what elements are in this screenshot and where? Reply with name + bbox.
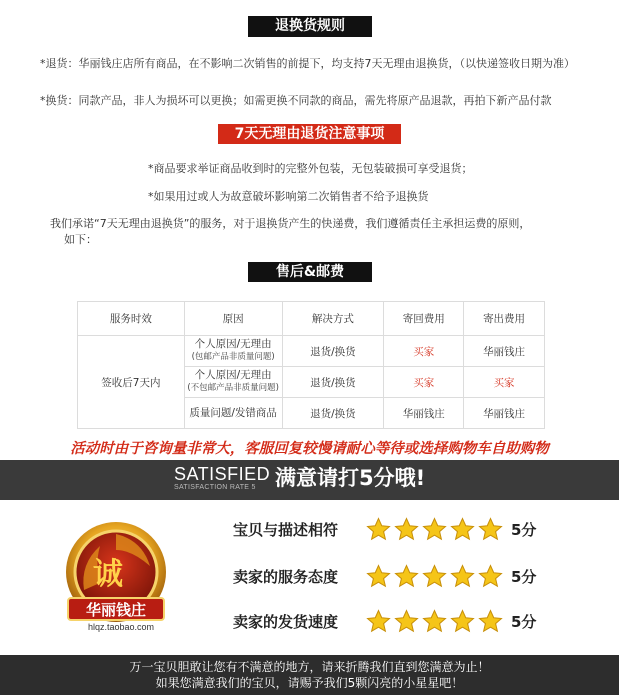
star-rating[interactable]: [366, 517, 511, 542]
ship-fee-cell: 华丽钱庄: [464, 398, 545, 429]
reason-text: 个人原因/无理由: [194, 338, 272, 350]
rating-label: 卖家的发货速度: [233, 612, 339, 631]
footer-line-1: 万一宝贝胆敢让您有不满意的地方，请来折腾我们直到您满意为止！: [129, 660, 490, 674]
return-policy-title: 退换货规则: [248, 16, 372, 37]
promise-line-1: 我们承诺“7天无理由退换货”的服务，对于退换货产生的快递费，我们遵循责任主承担运费的原则，: [50, 217, 531, 230]
star-icon[interactable]: [366, 517, 391, 542]
table-header-row: [78, 302, 545, 336]
star-icon[interactable]: [366, 609, 391, 634]
solution-cell: 退货/换货: [282, 398, 384, 429]
exchange-policy-line: *换货：同款产品，非人为损坏可以更换；如需更换不同款的商品，需先将原产品退款，再拍下新产品付款: [40, 94, 552, 107]
return-fee-cell: 买家: [384, 367, 464, 398]
star-icon[interactable]: [478, 609, 503, 634]
star-icon[interactable]: [422, 609, 447, 634]
after-sales-table: [77, 301, 545, 429]
satisfied-title: SATISFIED: [174, 464, 271, 484]
reason-cell: [184, 367, 282, 398]
return-policy-line: *退货：华丽钱庄店所有商品，在不影响二次销售的前提下，均支持7天无理由退换货，（以快递签收日期为准）: [40, 57, 575, 70]
busy-warning: 活动时由于咨询量非常大，客服回复较慢请耐心等待或选择购物车自助购物: [70, 441, 549, 457]
star-rating[interactable]: [366, 609, 511, 634]
rating-score: 5分: [511, 612, 537, 631]
table-header: 服务时效: [78, 302, 185, 336]
star-icon[interactable]: [366, 564, 391, 589]
shop-url[interactable]: hlqz.taobao.com: [88, 622, 155, 632]
return-fee-cell: 买家: [384, 336, 464, 367]
reason-text: 个人原因/无理由: [194, 369, 272, 381]
table-header: 寄出费用: [464, 302, 545, 336]
seal-char: 诚: [93, 557, 123, 592]
after-sales-title: 售后&邮费: [248, 262, 372, 282]
star-icon[interactable]: [394, 609, 419, 634]
period-cell: 签收后7天内: [78, 336, 185, 429]
reason-cell: [184, 398, 282, 429]
rating-label: 宝贝与描述相符: [233, 520, 339, 539]
table-header: 解决方式: [282, 302, 384, 336]
star-icon[interactable]: [450, 517, 475, 542]
seal-shop-name: 华丽钱庄: [85, 601, 147, 619]
star-icon[interactable]: [394, 564, 419, 589]
star-icon[interactable]: [422, 564, 447, 589]
star-rating[interactable]: [366, 564, 511, 589]
reason-note: (包邮产品非质量问题): [191, 352, 275, 362]
shop-seal-badge: [60, 520, 172, 638]
reason-text: 质量问题/发错商品: [189, 406, 277, 419]
rating-row-description: [233, 515, 536, 543]
ship-fee-cell: 买家: [464, 367, 545, 398]
reason-cell: [184, 336, 282, 367]
notice-line-2: *如果用过或人为故意破坏影响第二次销售者不给予退换货: [148, 190, 429, 203]
notice-title: 7天无理由退货注意事项: [218, 124, 401, 144]
promise-line-2: 如下：: [64, 233, 97, 246]
table-header: 原因: [184, 302, 282, 336]
footer-message: [0, 655, 619, 695]
rating-score: 5分: [511, 520, 537, 539]
star-icon[interactable]: [478, 517, 503, 542]
return-fee-cell: 华丽钱庄: [384, 398, 464, 429]
star-icon[interactable]: [422, 517, 447, 542]
footer-line-2: 如果您满意我们的宝贝，请赐予我们5颗闪亮的小星星吧！: [155, 676, 464, 690]
table-row: [78, 336, 545, 367]
table-header: 寄回费用: [384, 302, 464, 336]
rating-row-shipping: [233, 607, 536, 635]
star-icon[interactable]: [478, 564, 503, 589]
rating-label: 卖家的服务态度: [233, 567, 339, 586]
notice-line-1: *商品要求举证商品收到时的完整外包装，无包装破损可享受退货；: [148, 162, 473, 175]
satisfaction-rate-subtitle: SATISFACTION RATE 5: [174, 484, 256, 491]
star-icon[interactable]: [450, 609, 475, 634]
star-icon[interactable]: [394, 517, 419, 542]
rate-five-title: 满意请打5分哦!: [275, 466, 426, 490]
ship-fee-cell: 华丽钱庄: [464, 336, 545, 367]
rating-row-service: [233, 562, 536, 590]
rating-score: 5分: [511, 567, 537, 586]
reason-note: (不包邮产品非质量问题): [187, 383, 279, 393]
solution-cell: 退货/换货: [282, 336, 384, 367]
solution-cell: 退货/换货: [282, 367, 384, 398]
star-icon[interactable]: [450, 564, 475, 589]
